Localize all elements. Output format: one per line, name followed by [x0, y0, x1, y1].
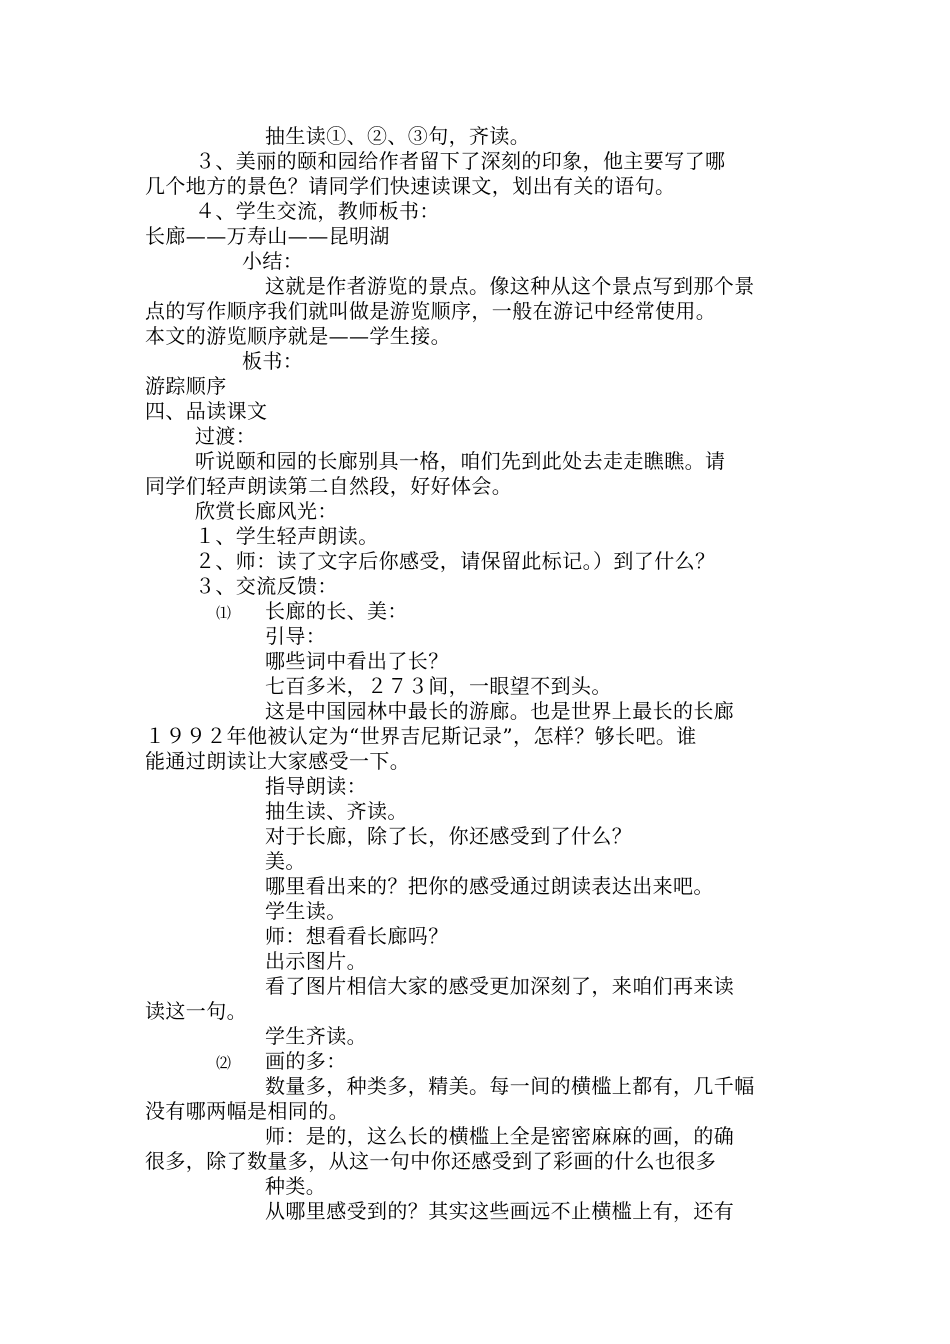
text-line: 长廊——万寿山——昆明湖: [145, 224, 390, 248]
text-line: 引导：: [265, 624, 327, 648]
text-line: 出示图片。: [265, 949, 367, 973]
text-line: 师：是的，这么长的横槛上全是密密麻麻的画，的确: [265, 1124, 735, 1148]
text-line: 学生读。: [265, 899, 347, 923]
text-line: 看了图片相信大家的感受更加深刻了，来咱们再来读: [265, 974, 735, 998]
text-line: ３、美丽的颐和园给作者留下了深刻的印象，他主要写了哪: [195, 149, 726, 173]
text-line: １９９２年他被认定为“世界吉尼斯记录”，怎样？够长吧。谁: [145, 724, 697, 748]
text-line: 欣赏长廊风光：: [195, 499, 338, 523]
text-line: ４、学生交流，教师板书：: [195, 199, 440, 223]
text-line: 很多，除了数量多，从这一句中你还感受到了彩画的什么也很多: [145, 1149, 717, 1173]
text-line: 小结：: [242, 249, 304, 273]
text-line: 读这一句。: [145, 999, 247, 1023]
text-line: ２、师：读了文字后你感受，请保留此标记。）到了什么？: [195, 549, 716, 573]
text-line: 从哪里感受到的？其实这些画远不止横槛上有，还有: [265, 1199, 735, 1223]
text-line: 过渡：: [195, 424, 257, 448]
text-line: 这就是作者游览的景点。像这种从这个景点写到那个景: [265, 274, 755, 298]
text-line: ３、交流反馈：: [195, 574, 338, 598]
text-line: 抽生读①、②、③句，齐读。: [265, 124, 531, 148]
text-line: 七百多米，２７３间，一眼望不到头。: [265, 674, 612, 698]
text-line: 点的写作顺序我们就叫做是游览顺序，一般在游记中经常使用。: [145, 299, 717, 323]
text-line: 抽生读、齐读。: [265, 799, 408, 823]
text-line: 能通过朗读让大家感受一下。: [145, 749, 411, 773]
text-line: 种类。: [265, 1174, 327, 1198]
text-line: 美。: [265, 849, 306, 873]
text-line: 哪里看出来的？把你的感受通过朗读表达出来吧。: [265, 874, 714, 898]
text-line: 长廊的长、美：: [265, 599, 408, 623]
text-line: 指导朗读：: [265, 774, 367, 798]
text-line: １、学生轻声朗读。: [195, 524, 379, 548]
list-marker: ⑴: [216, 604, 232, 622]
text-line: 听说颐和园的长廊别具一格，咱们先到此处去走走瞧瞧。请: [195, 449, 726, 473]
text-line: 没有哪两幅是相同的。: [145, 1099, 349, 1123]
text-line: 数量多，种类多，精美。每一间的横槛上都有，几千幅: [265, 1074, 755, 1098]
text-line: 几个地方的景色？请同学们快速读课文，划出有关的语句。: [145, 174, 676, 198]
text-line: 画的多：: [265, 1049, 347, 1073]
text-line: 学生齐读。: [265, 1024, 367, 1048]
section-heading: 四、品读课文: [145, 399, 268, 423]
text-line: 同学们轻声朗读第二自然段，好好体会。: [145, 474, 513, 498]
list-marker: ⑵: [216, 1054, 232, 1072]
text-line: 本文的游览顺序就是——学生接。: [145, 324, 451, 348]
text-line: 板书：: [242, 349, 304, 373]
text-line: 这是中国园林中最长的游廊。也是世界上最长的长廊: [265, 699, 735, 723]
text-line: 师：想看看长廊吗？: [265, 924, 449, 948]
text-line: 对于长廊，除了长，你还感受到了什么？: [265, 824, 633, 848]
text-line: 哪些词中看出了长？: [265, 649, 449, 673]
text-line: 游踪顺序: [145, 374, 227, 398]
